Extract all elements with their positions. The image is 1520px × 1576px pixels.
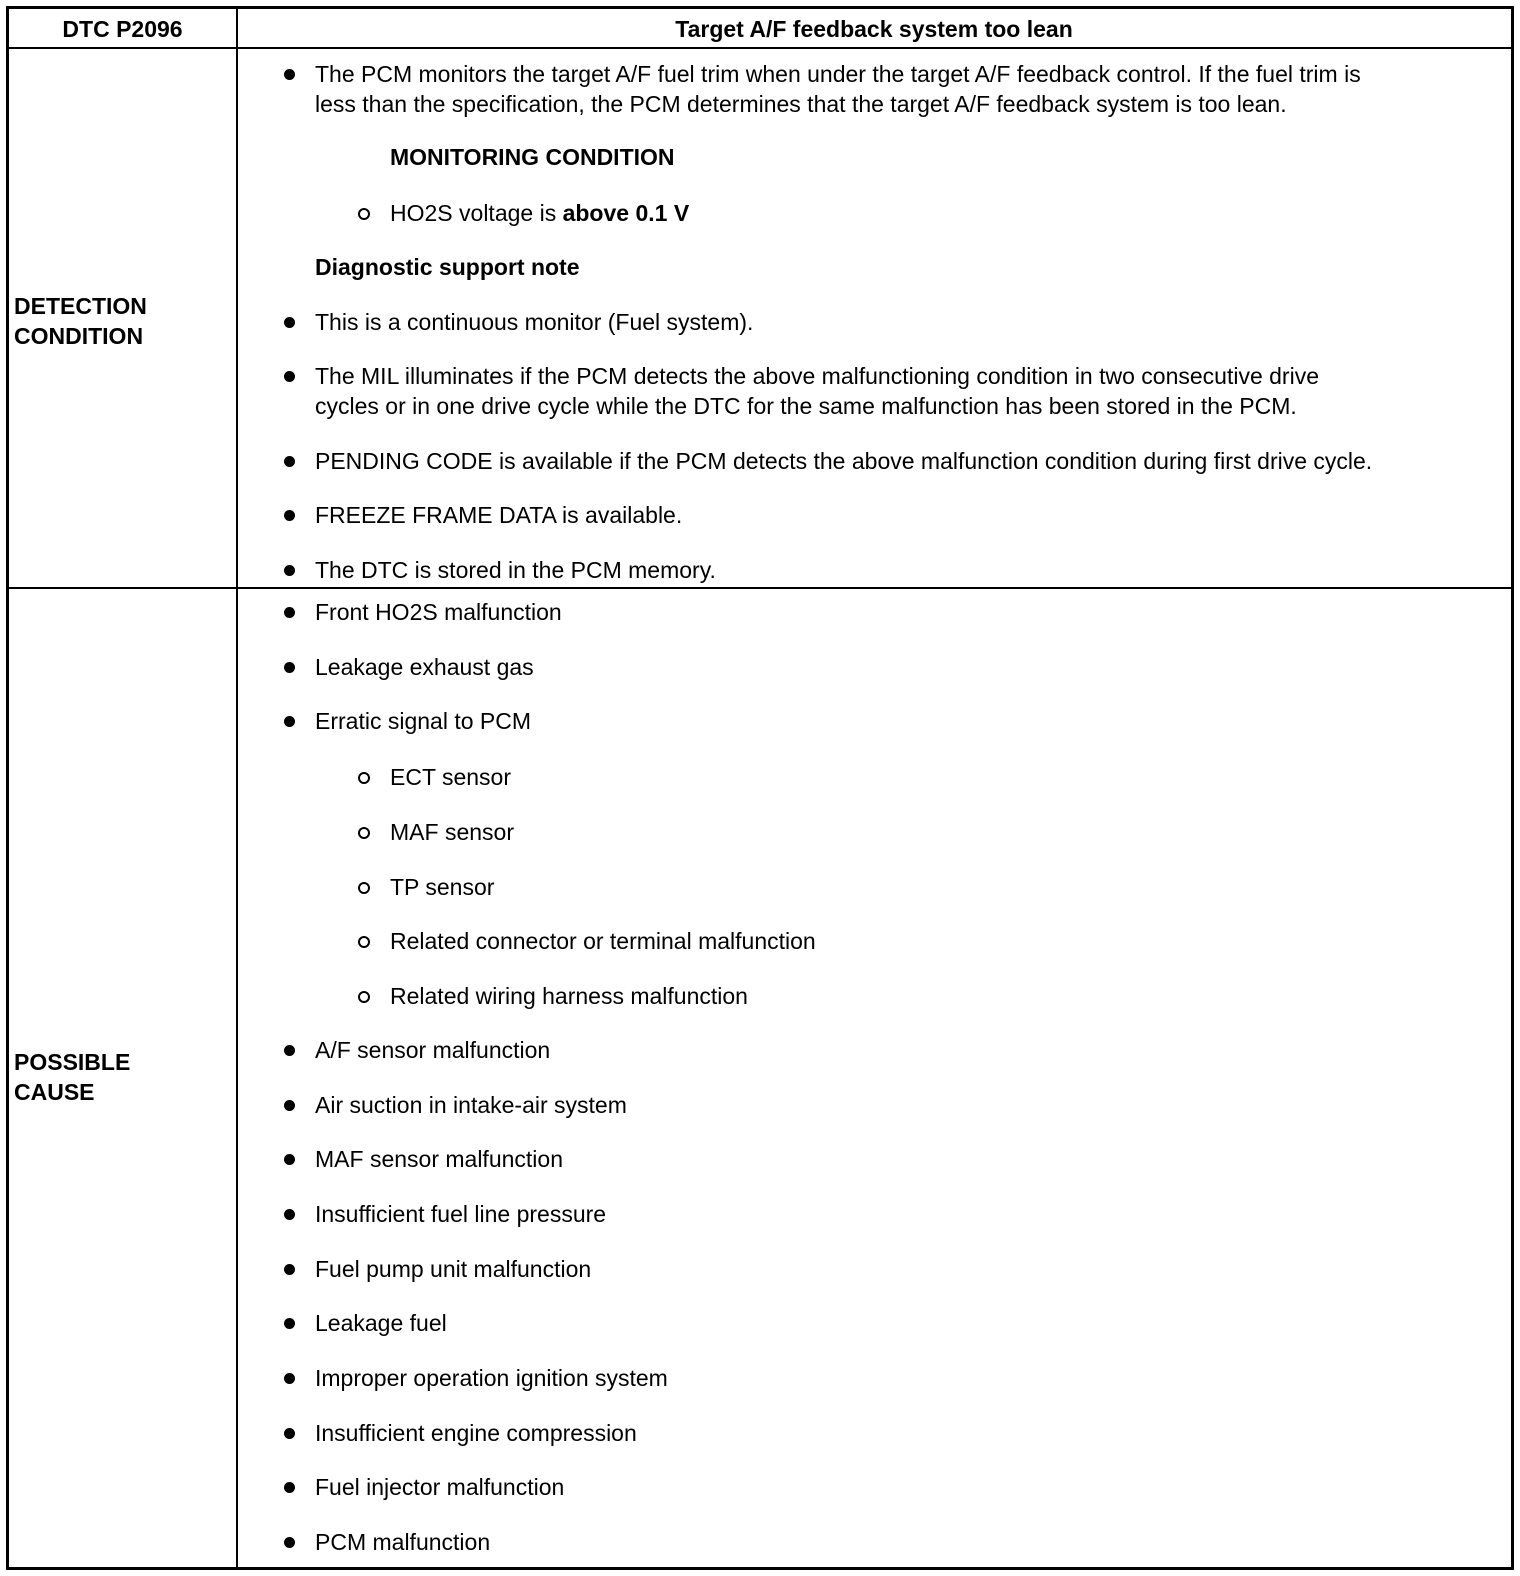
bullet-icon	[284, 662, 295, 673]
bullet-icon	[284, 1209, 295, 1220]
circle-bullet-icon	[358, 827, 370, 839]
note-freeze-frame: FREEZE FRAME DATA is available.	[315, 502, 683, 528]
cause-item: PCM malfunction	[315, 1529, 491, 1555]
cause-item: Improper operation ignition system	[315, 1365, 668, 1391]
intro-line-2: less than the specification, the PCM determines that the target A/F feedback system is too lean.	[315, 91, 1287, 117]
dtc-table	[6, 6, 1514, 1570]
cause-item: Leakage fuel	[315, 1310, 447, 1336]
bullet-icon	[284, 1045, 295, 1056]
cause-item: Front HO2S malfunction	[315, 599, 562, 625]
bullet-icon	[284, 371, 295, 382]
note-mil-line-1: The MIL illuminates if the PCM detects the above malfunctioning condition in two consecutive drive	[315, 363, 1319, 389]
bullet-icon	[284, 1100, 295, 1111]
circle-bullet-icon	[358, 882, 370, 894]
section-divider	[9, 587, 1511, 589]
bullet-icon	[284, 1264, 295, 1275]
circle-bullet-icon	[358, 772, 370, 784]
cause-sub-item: Related connector or terminal malfunction	[390, 928, 816, 954]
dtc-title: Target A/F feedback system too lean	[675, 15, 1073, 42]
note-pending-code: PENDING CODE is available if the PCM detects the above malfunction condition during first drive cycle.	[315, 448, 1373, 474]
cause-item: Fuel pump unit malfunction	[315, 1256, 592, 1282]
bullet-icon	[284, 716, 295, 727]
bullet-icon	[284, 1373, 295, 1384]
cause-sub-item: Related wiring harness malfunction	[390, 983, 748, 1009]
bullet-icon	[284, 1318, 295, 1329]
cause-item: Leakage exhaust gas	[315, 654, 534, 680]
bullet-icon	[284, 565, 295, 576]
dtc-code: DTC P2096	[62, 15, 183, 42]
cause-item: A/F sensor malfunction	[315, 1037, 551, 1063]
cause-sub-item: TP sensor	[390, 874, 495, 900]
cause-item: Erratic signal to PCM	[315, 708, 532, 734]
bullet-icon	[284, 607, 295, 618]
note-continuous-monitor: This is a continuous monitor (Fuel system).	[315, 309, 754, 335]
bullet-icon	[284, 69, 295, 80]
bullet-icon	[284, 317, 295, 328]
bullet-icon	[284, 1428, 295, 1439]
cause-item: Air suction in intake-air system	[315, 1092, 627, 1118]
bullet-icon	[284, 1482, 295, 1493]
intro-line-1: The PCM monitors the target A/F fuel trim when under the target A/F feedback control. If the fuel trim is	[315, 61, 1361, 87]
bullet-icon	[284, 1537, 295, 1548]
monitoring-item: HO2S voltage is above 0.1 V	[390, 200, 690, 226]
cause-item: Insufficient engine compression	[315, 1420, 637, 1446]
bullet-icon	[284, 456, 295, 467]
circle-bullet-icon	[358, 991, 370, 1003]
monitoring-heading: MONITORING CONDITION	[390, 144, 675, 170]
cause-sub-item: ECT sensor	[390, 764, 512, 790]
cause-item: Fuel injector malfunction	[315, 1474, 565, 1500]
cause-item: Insufficient fuel line pressure	[315, 1201, 607, 1227]
cause-item: MAF sensor malfunction	[315, 1146, 563, 1172]
bullet-icon	[284, 1154, 295, 1165]
support-heading: Diagnostic support note	[315, 254, 580, 280]
circle-bullet-icon	[358, 936, 370, 948]
note-dtc-stored: The DTC is stored in the PCM memory.	[315, 557, 716, 583]
detection-label: DETECTION CONDITION	[14, 293, 147, 349]
possible-cause-label: POSSIBLE CAUSE	[14, 1049, 131, 1105]
cause-sub-item: MAF sensor	[390, 819, 514, 845]
note-mil-line-2: cycles or in one drive cycle while the DTC for the same malfunction has been stored in the PCM.	[315, 393, 1297, 419]
bullet-icon	[284, 510, 295, 521]
circle-bullet-icon	[358, 208, 370, 220]
column-divider	[236, 9, 238, 1567]
